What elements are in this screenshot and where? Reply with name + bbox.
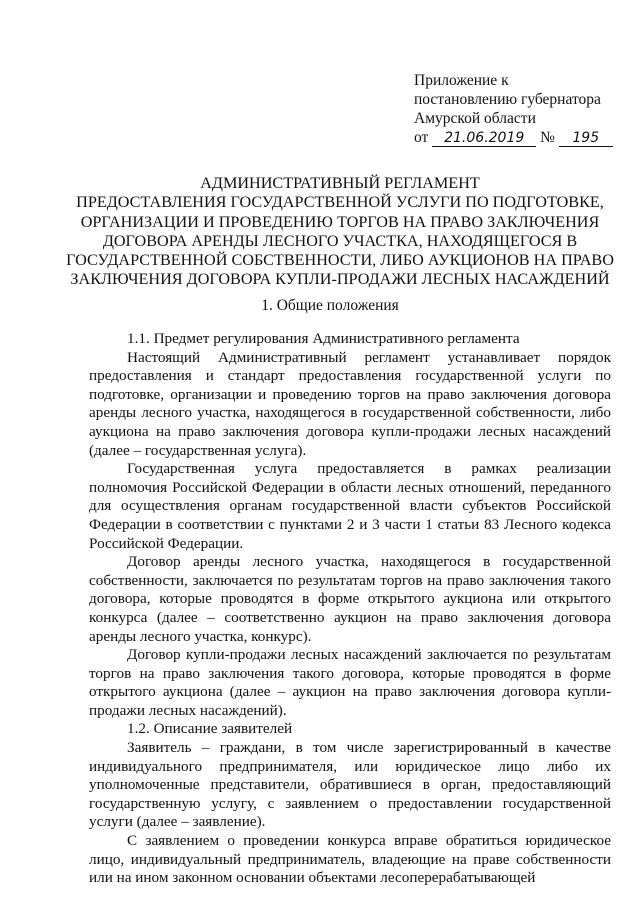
appendix-date-line — [414, 128, 613, 147]
paragraph: Настоящий Административный регламент устанавливает порядок предоставления и стандарт предоставления государственной услуги по подготовке, организации и проведению торгов на право заключения договора аренды лесного участка, находящегося в государственной собственности, либо аукциона на право заключения договора купли-продажи лесных насаждений (далее – государственная услуга). — [89, 348, 611, 459]
paragraph: Заявитель – граждани, в том числе зарегистрированный в качестве индивидуального предпринимателя, или юридическое лицо либо их уполномоченные представители, обратившиеся в орган, предоставляющий государственную услугу, с заявлением о предоставлении государственной услуги (далее – заявление). — [89, 739, 611, 831]
paragraph: С заявлением о проведении конкурса вправе обратиться юридическое лицо, индивидуальный предприниматель, владеющие на праве собственности или на ином законном основании объектами лесоперерабатывающей — [89, 832, 611, 887]
title-line-4: ДОГОВОРА АРЕНДЫ ЛЕСНОГО УЧАСТКА, НАХОДЯЩЕГОСЯ В — [102, 231, 578, 250]
subsection-heading: 1.2. Описание заявителей — [127, 720, 293, 738]
paragraph: Договор аренды лесного участка, находящегося в государственной собственности, заключается по результатам торгов на право заключения такого договора, которые проводятся в форме открытого аукциона или открытого конкурса (далее – соответственно аукцион на право заключения договора аренды лесного участка, конкурс). — [89, 553, 611, 645]
appendix-line-1: Приложение к — [414, 72, 509, 89]
appendix-line-2: постановлению губернатора — [414, 91, 601, 108]
number-label: № — [540, 129, 555, 146]
handwritten-date: 21.06.2019 — [432, 131, 536, 147]
paragraph: Государственная услуга предоставляется в рамках реализации полномочия Российской Федерации в области лесных отношений, переданного для осуществления органам государственной власти субъектов Российской Федерации в соответствии с пунктами 2 и 3 части 1 статьи 83 Лесного кодекса Российской Федерации. — [89, 460, 611, 552]
title-line-1: АДМИНИСТРАТИВНЫЙ РЕГЛАМЕНТ — [200, 174, 480, 192]
appendix-block — [414, 71, 613, 147]
title-line-6: ЗАКЛЮЧЕНИЯ ДОГОВОРА КУПЛИ-ПРОДАЖИ ЛЕСНЫХ НАСАЖДЕНИЙ — [70, 270, 610, 289]
handwritten-number: 195 — [559, 131, 613, 147]
document-body — [89, 330, 611, 888]
title-line-5: ГОСУДАРСТВЕННОЙ СОБСТВЕННОСТИ, ЛИБО АУКЦИОНОВ НА ПРАВО — [66, 251, 614, 270]
document-title — [60, 174, 620, 290]
subsection-heading: 1.1. Предмет регулирования Административного регламента — [127, 330, 520, 347]
paragraph: Договор купли-продажи лесных насаждений заключается по результатам торгов на право заключения такого договора, которые проводятся в форме открытого аукциона (далее – аукцион на право заключения договора купли-продажи лесных насаждений). — [89, 646, 611, 719]
section-heading: 1. Общие положения — [261, 297, 399, 314]
appendix-line-3: Амурской области — [414, 110, 536, 127]
from-label: от — [414, 129, 429, 146]
title-line-3: ОРГАНИЗАЦИИ И ПРОВЕДЕНИЮ ТОРГОВ НА ПРАВО ЗАКЛЮЧЕНИЯ — [80, 212, 600, 231]
title-line-2: ПРЕДОСТАВЛЕНИЯ ГОСУДАРСТВЕННОЙ УСЛУГИ ПО ПОДГОТОВКЕ, — [76, 193, 604, 212]
